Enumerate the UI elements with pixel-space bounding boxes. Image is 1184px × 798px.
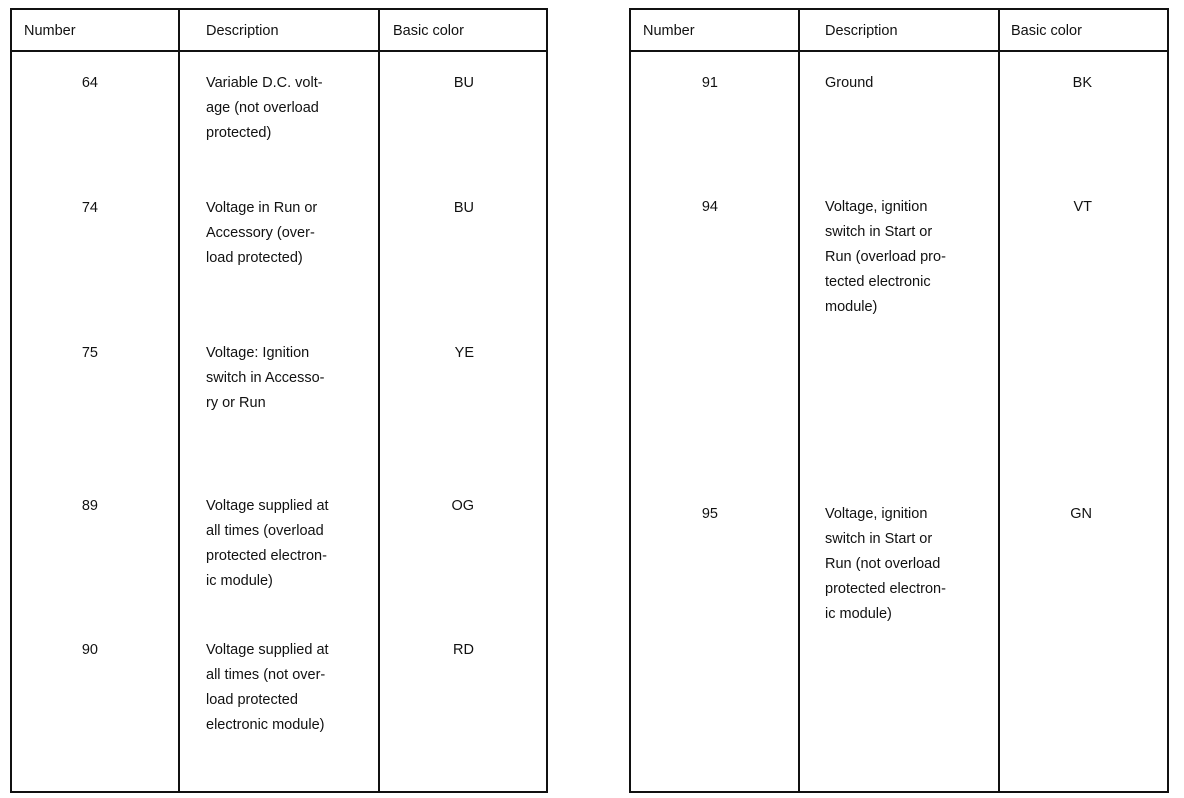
column-divider <box>998 10 1000 791</box>
header-number: Number <box>643 23 695 39</box>
header-basic-color: Basic color <box>393 23 464 39</box>
wire-number: 89 <box>81 498 98 514</box>
column-divider <box>378 10 380 791</box>
wire-color: GN <box>1070 506 1092 522</box>
wire-number: 90 <box>81 642 98 658</box>
wire-description: Voltage, ignition switch in Start or Run (not overload protected electron- ic module) <box>825 506 946 622</box>
wire-description: Voltage supplied at all times (not over- load protected electronic module) <box>206 642 329 733</box>
wire-description: Voltage, ignition switch in Start or Run (overload pro- tected electronic module) <box>825 199 946 315</box>
header-basic-color: Basic color <box>1011 23 1082 39</box>
wire-color: RD <box>453 642 474 658</box>
wire-table-left <box>10 8 548 793</box>
wire-description: Voltage: Ignition switch in Accesso- ry or Run <box>206 345 325 411</box>
wire-color: BU <box>453 75 474 91</box>
wire-number: 94 <box>701 199 718 215</box>
header-description: Description <box>206 23 279 39</box>
wire-color: BU <box>453 200 474 216</box>
wire-color: BK <box>1072 75 1092 91</box>
wire-color: VT <box>1073 199 1092 215</box>
wire-description: Variable D.C. volt- age (not overload protected) <box>206 75 323 141</box>
wire-color: OG <box>451 498 474 514</box>
wire-number: 91 <box>701 75 718 91</box>
column-divider <box>798 10 800 791</box>
wire-number: 74 <box>81 200 98 216</box>
header-divider <box>631 50 1167 52</box>
wire-number: 64 <box>81 75 98 91</box>
wire-description: Ground <box>825 75 874 91</box>
header-number: Number <box>24 23 76 39</box>
wire-number: 95 <box>701 506 718 522</box>
wire-color: YE <box>454 345 474 361</box>
wire-description: Voltage supplied at all times (overload protected electron- ic module) <box>206 498 329 589</box>
header-description: Description <box>825 23 898 39</box>
column-divider <box>178 10 180 791</box>
wire-table-right <box>629 8 1169 793</box>
wire-description: Voltage in Run or Accessory (over- load protected) <box>206 200 318 266</box>
wire-number: 75 <box>81 345 98 361</box>
header-divider <box>12 50 546 52</box>
